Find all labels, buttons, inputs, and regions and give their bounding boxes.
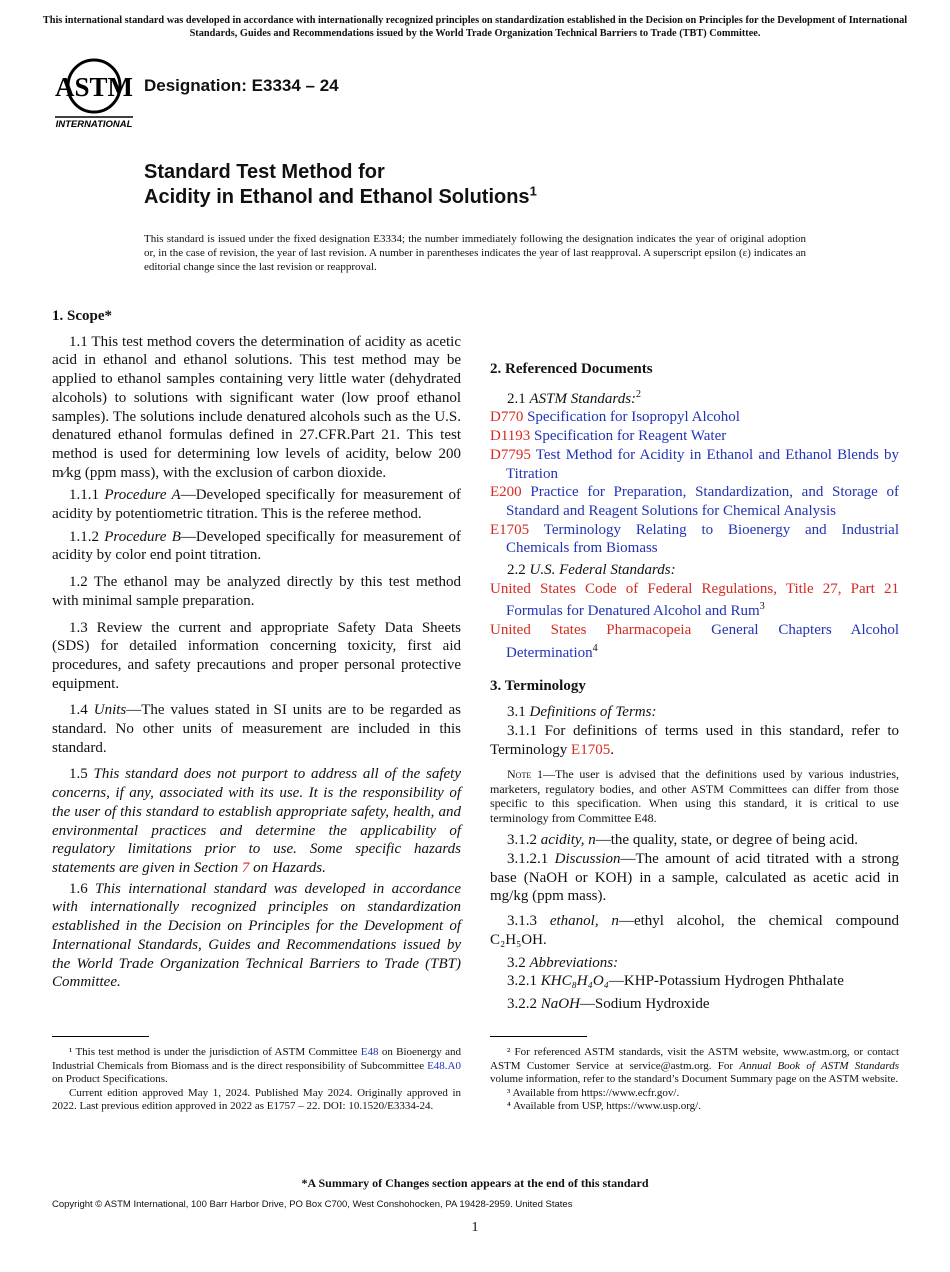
e1705-link[interactable]: E1705 bbox=[571, 741, 611, 758]
footnote-3: ³ Available from https://www.ecfr.gov/. bbox=[507, 1086, 680, 1099]
abbrev-khp: KHC₈H₄O₄ bbox=[540, 973, 609, 990]
para-num: 1.4 bbox=[69, 702, 88, 719]
footnote-4: ⁴ Available from USP, https://www.usp.org/. bbox=[507, 1100, 701, 1113]
para-text: —the quality, state, or degree of being acid. bbox=[595, 832, 859, 849]
footnote-2 bbox=[490, 1046, 899, 1087]
ref-code[interactable]: United States Code of Federal Regulations, Title 27, Part 21 bbox=[490, 580, 899, 597]
ref-title[interactable]: Test Method for Acidity in Ethanol and Ethanol Blends by Titration bbox=[506, 446, 899, 482]
para-num: 3.1.3 bbox=[507, 913, 537, 930]
para-1-1-1 bbox=[52, 486, 461, 523]
para-text: —Developed specifically for measurement of acidity by potentiometric titration. This is the referee method. bbox=[52, 487, 462, 523]
discussion-label: Discussion bbox=[554, 851, 621, 868]
title-footnote-ref[interactable]: 1 bbox=[529, 183, 537, 199]
procedure-b: Procedure B bbox=[104, 528, 181, 545]
left-column bbox=[52, 307, 461, 992]
designation: Designation: E3334 – 24 bbox=[144, 76, 339, 95]
para-num: 1.6 bbox=[69, 880, 88, 897]
para-num: 1.5 bbox=[69, 766, 88, 783]
footnotes-right bbox=[490, 1046, 899, 1114]
logo-subtext: INTERNATIONAL bbox=[55, 119, 133, 130]
summary-of-changes-note: *A Summary of Changes section appears at the end of this standard bbox=[301, 1176, 649, 1190]
footnote-1 bbox=[52, 1046, 461, 1087]
federal-standards-label bbox=[490, 561, 899, 580]
para-num: 3.1.2.1 bbox=[507, 851, 549, 868]
ref-code[interactable]: E1705 bbox=[490, 521, 530, 538]
para-num: 3.2.2 bbox=[507, 995, 537, 1012]
abbrev-naoh: NaOH bbox=[540, 995, 580, 1012]
para-num: 2.2 bbox=[507, 562, 526, 579]
right-column bbox=[490, 307, 899, 1014]
para-text: —Sodium Hydroxide bbox=[579, 995, 710, 1012]
reference-item[interactable] bbox=[490, 427, 899, 446]
refdocs-heading: 2. Referenced Documents bbox=[490, 361, 653, 377]
astm-standards-label bbox=[490, 386, 899, 409]
para-1-6 bbox=[52, 880, 461, 992]
intro-paragraph: This standard is issued under the fixed designation E3334; the number immediately following the designation indicates the year of original adoption or, in the case of revision, the year of last revision. A number in parentheses indicates the year of last reapproval. A superscript epsilon (ε) indicates an editorial change since the last revision or reapproval. bbox=[144, 233, 806, 273]
para-text: —The values stated in SI units are to be regarded as standard. No other units of measurement are included in this standard. bbox=[52, 702, 461, 756]
title-line-1: Standard Test Method for bbox=[144, 161, 385, 183]
fn-text: on Bioenergy and Industrial Chemicals from Biomass and is the direct responsibility of Subcommittee bbox=[52, 1046, 462, 1072]
para-1-3: 1.3 Review the current and appropriate Safety Data Sheets (SDS) for detailed information concerning toxicity, first aid procedures, and safety precautions and proper personal protective equipment. bbox=[52, 619, 461, 692]
para-text-end: on Hazards. bbox=[253, 859, 326, 876]
header-note: This international standard was developed in accordance with internationally recognized principles on standardization established in the Decision on Principles for the Development of International Standards, Guides and Recommendations issued by the World Trade Organization Technical Barriers to Trade (TBT) Committee. bbox=[42, 15, 908, 39]
note-1 bbox=[490, 767, 899, 825]
ref-code[interactable]: D1193 bbox=[490, 428, 531, 445]
e48-a0-link[interactable]: E48.A0 bbox=[427, 1059, 461, 1072]
para-3-1 bbox=[490, 703, 899, 722]
footnote-ref-3[interactable]: 3 bbox=[759, 601, 765, 613]
para-1-1: 1.1 This test method covers the determination of acidity as acetic acid in ethanol and ethanol solutions. This test method may be applied to ethanol samples containing very little water (dehydrated alcohols) to solutions with significant water (low proof ethanol samples). The solutions include denatured alcohols such as the U.S. denatured ethanol formulas defined in 27.CFR.Part 21. This test method is used for determining low levels of acidity, below 200 m⁄kg (ppm mass), with the exclusion of carbon dioxide. bbox=[52, 333, 461, 481]
note-text: —The user is advised that the definitions used by various industries, marketers, regulatory bodies, and other ASTM Committees can differ from those specific to this specification. When using this standard, it is critical to use terminology from Committee E48. bbox=[490, 767, 900, 825]
para-3-1-1: 3.1.1 For definitions of terms used in this standard, refer to Terminology E1705. bbox=[490, 722, 899, 758]
ref-title[interactable]: Formulas for Denatured Alcohol and Rum bbox=[506, 603, 760, 620]
term-ethanol: ethanol, n bbox=[549, 913, 619, 930]
fn-text: ² For referenced ASTM standards, visit the ASTM website, www.astm.org, or contact ASTM Customer Service at service@astm.org. For bbox=[490, 1046, 899, 1072]
ref-title[interactable]: Practice for Preparation, Standardization, and Storage of Standard and Reagent Solutions for Chemical Analysis bbox=[506, 484, 900, 519]
para-1-2: 1.2 The ethanol may be analyzed directly by this test method with minimal sample preparation. bbox=[52, 574, 461, 609]
abbreviations-label: Abbreviations: bbox=[529, 954, 619, 971]
reference-list bbox=[490, 408, 899, 558]
page-number: 1 bbox=[471, 1220, 479, 1235]
reference-item[interactable] bbox=[490, 521, 899, 558]
note-label: Note 1 bbox=[507, 767, 543, 782]
para-text: This international standard was developed in accordance with internationally recognized principles on standardization established in the Decision on Principles for the Development of International Standards, Guides and Recommendations issued by the World Trade Organization Technical Barriers to Trade (TBT) Committee. bbox=[52, 880, 461, 991]
footnote-1-approval: Current edition approved May 1, 2024. Published May 2024. Originally approved in 2022. Last previous edition approved in 2022 as E1757 – 22. DOI: 10.1520/E3334-24. bbox=[52, 1086, 461, 1113]
fn-text: on Product Specifications. bbox=[52, 1073, 168, 1086]
para-num: 3.2.1 bbox=[507, 973, 537, 990]
astm-logo bbox=[52, 56, 136, 132]
para-num: 1.1.2 bbox=[69, 528, 99, 545]
ref-code[interactable]: D7795 bbox=[490, 446, 531, 463]
terminology-heading: 3. Terminology bbox=[490, 677, 586, 694]
footnote-rule-right bbox=[490, 1036, 587, 1037]
para-text: —ethyl alcohol, the chemical compound C₂H₅OH. bbox=[490, 913, 899, 948]
astm-logo-icon bbox=[52, 56, 136, 132]
para-3-2 bbox=[490, 954, 899, 973]
copyright: Copyright © ASTM International, 100 Barr Harbor Drive, PO Box C700, West Conshohocken, PA 19428-2959. United States bbox=[52, 1199, 573, 1210]
para-3-2-2 bbox=[490, 995, 899, 1014]
scope-heading: 1. Scope* bbox=[52, 308, 112, 324]
para-num: 3.1.2 bbox=[507, 832, 537, 849]
fn-text: volume information, refer to the standard’s Document Summary page on the ASTM website. bbox=[490, 1073, 899, 1086]
footnotes-left bbox=[52, 1046, 461, 1114]
section-7-link[interactable]: 7 bbox=[241, 859, 250, 876]
para-num: 1.1.1 bbox=[69, 487, 99, 504]
para-text: —The amount of acid titrated with a strong base (NaOH or KOH) in a sample, calculated as acetic acid in mg/kg (ppm mass). bbox=[490, 851, 899, 905]
footnote-ref-4[interactable]: 4 bbox=[592, 642, 598, 654]
federal-reference-1[interactable] bbox=[490, 580, 899, 621]
federal-reference-2[interactable] bbox=[490, 621, 899, 662]
term-acidity: acidity, n bbox=[540, 832, 596, 849]
para-3-1-3 bbox=[490, 912, 899, 949]
fn-text: ¹ This test method is under the jurisdiction of ASTM Committee bbox=[69, 1046, 358, 1058]
ref-code[interactable]: D770 bbox=[490, 409, 524, 426]
astm-standards-title: ASTM Standards: bbox=[529, 390, 637, 407]
title-line-2 bbox=[144, 185, 537, 210]
footnote-rule-left bbox=[52, 1036, 149, 1037]
para-num: 3.1 bbox=[507, 704, 526, 721]
para-num: 2.1 bbox=[507, 390, 526, 407]
ref-title[interactable]: Terminology Relating to Bioenergy and Industrial Chemicals from Biomass bbox=[506, 521, 899, 557]
para-3-1-2-1 bbox=[490, 850, 899, 906]
para-text: —KHP-Potassium Hydrogen Phthalate bbox=[608, 973, 844, 990]
units-label: Units bbox=[93, 702, 127, 719]
e48-link[interactable]: E48 bbox=[360, 1046, 379, 1058]
para-text: This standard does not purport to address all of the safety concerns, if any, associated with its use. It is the responsibility of the user of this standard to establish appropriate safety, health, and environmental practices and determine the applicability of regulatory limitations prior to use. Some specific hazards statements are given in Section bbox=[52, 766, 462, 876]
annual-book-title: Annual Book of ASTM Standards bbox=[739, 1059, 900, 1072]
para-3-1-2 bbox=[490, 831, 899, 850]
footnote-ref-2[interactable]: 2 bbox=[636, 388, 642, 400]
para-1-1-2 bbox=[52, 528, 461, 565]
ref-title[interactable]: General Chapters Alcohol Determination bbox=[506, 622, 899, 661]
para-1-5 bbox=[52, 765, 461, 877]
para-num: 3.2 bbox=[507, 954, 526, 971]
procedure-a: Procedure A bbox=[104, 487, 181, 504]
para-text: —Developed specifically for measurement of acidity by color end point titration. bbox=[52, 528, 461, 564]
ref-code[interactable]: United States Pharmacopeia bbox=[490, 622, 692, 639]
definitions-label: Definitions of Terms: bbox=[529, 704, 657, 721]
para-text: 3.1.1 For definitions of terms used in this standard, refer to Terminology bbox=[490, 722, 899, 758]
ref-title[interactable]: Specification for Isopropyl Alcohol bbox=[527, 409, 740, 426]
reference-item[interactable] bbox=[490, 483, 899, 520]
reference-item[interactable] bbox=[490, 446, 899, 483]
ref-code[interactable]: E200 bbox=[490, 484, 522, 501]
federal-standards-title: U.S. Federal Standards: bbox=[529, 562, 676, 579]
logo-text: ASTM bbox=[54, 72, 134, 102]
page-title bbox=[144, 160, 537, 210]
ref-title[interactable]: Specification for Reagent Water bbox=[534, 428, 727, 445]
reference-item[interactable] bbox=[490, 408, 899, 427]
title-line-2-text: Acidity in Ethanol and Ethanol Solutions bbox=[144, 186, 530, 208]
para-3-2-1 bbox=[490, 972, 899, 991]
para-1-4 bbox=[52, 701, 461, 757]
